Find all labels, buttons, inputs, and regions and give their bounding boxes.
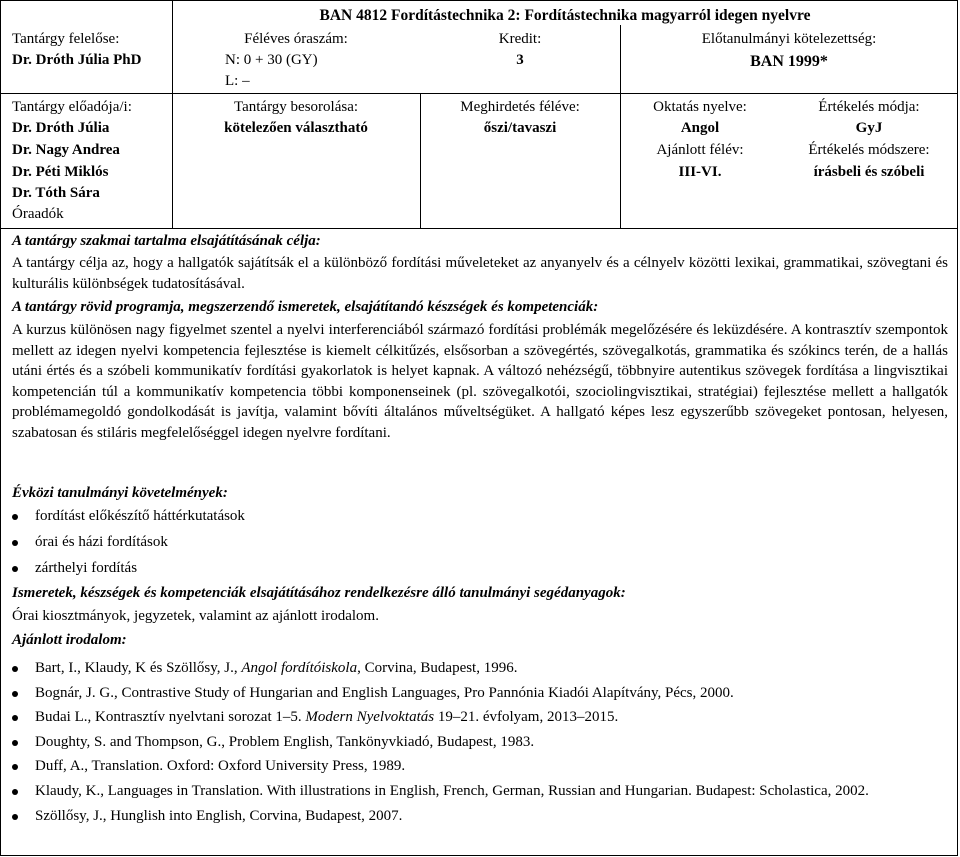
responsible-value: Dr. Dróth Júlia PhD — [12, 52, 142, 68]
bullet-icon — [12, 514, 18, 520]
hours-n: N: 0 + 30 (GY) — [225, 52, 318, 68]
goal-text: A tantárgy célja az, hogy a hallgatók sajátítsák el a különböző fordítási műveleteket az anyanyelv és a célnyelv közötti lexikai, grammatikai, szövegtani és kulturális különbségek tudatosításával. — [12, 255, 948, 292]
bullet-icon — [12, 789, 18, 795]
language-value: Angol — [680, 120, 720, 136]
prereq-label: Előtanulmányi kötelezettség: — [701, 31, 877, 47]
literature-text: Duff, A., Translation. Oxford: Oxford University Press, 1989. — [35, 758, 406, 775]
requirement-text: órai és házi fordítások — [35, 534, 168, 550]
credit-value: 3 — [516, 52, 524, 68]
literature-item — [0, 658, 948, 679]
semester-label: Meghirdetés féléve: — [460, 99, 580, 115]
bullet-icon — [12, 814, 18, 820]
bullet-icon — [12, 691, 18, 697]
literature-list — [0, 658, 948, 830]
literature-text: Budai L., Kontrasztív nyelvtani sorozat 1–5. — [35, 709, 306, 726]
list-item — [0, 529, 948, 555]
course-title: BAN 4812 Fordítástechnika 2: Fordítástechnika magyarról idegen nyelvre — [319, 7, 811, 24]
requirement-text: fordítást előkészítő háttérkutatások — [35, 508, 245, 524]
semester-value: őszi/tavaszi — [483, 120, 557, 136]
lecturer-name: Dr. Tóth Sára — [12, 185, 100, 201]
bullet-icon — [12, 566, 18, 572]
literature-item — [0, 806, 948, 827]
assessment-method-value: írásbeli és szóbeli — [813, 164, 925, 180]
literature-item — [0, 756, 948, 777]
classification-label: Tantárgy besorolása: — [233, 99, 359, 115]
literature-text: Klaudy, K., Languages in Translation. With illustrations in English, French, German, Russian and Hungarian. Budapest: Scholastica, 2002. — [35, 782, 869, 799]
literature-item — [0, 732, 948, 753]
lecturers-label: Tantárgy előadója/i: — [12, 99, 132, 115]
lecturer-name: Dr. Nagy Andrea — [12, 142, 120, 158]
materials-text: Órai kiosztmányok, jegyzetek, valamint az ajánlott irodalom. — [12, 608, 379, 624]
responsible-label: Tantárgy felelőse: — [12, 31, 120, 47]
literature-text: 19–21. évfolyam, 2013–2015. — [434, 709, 619, 726]
literature-item — [0, 781, 948, 802]
rec-semester-value: III-VI. — [678, 164, 722, 180]
literature-text: , Corvina, Budapest, 1996. — [357, 660, 518, 676]
row-divider — [0, 228, 958, 229]
literature-item — [0, 683, 948, 704]
literature-text: Doughty, S. and Thompson, G., Problem English, Tankönyvkiadó, Budapest, 1983. — [35, 733, 535, 750]
list-item — [0, 503, 948, 529]
materials-heading: Ismeretek, készségek és kompetenciák elsajátításához rendelkezésre álló tanulmányi segédanyagok: — [12, 585, 626, 601]
literature-text: Bart, I., Klaudy, K és Szöllősy, J., — [35, 660, 242, 676]
bullet-icon — [12, 764, 18, 770]
lecturer-name: Dr. Péti Miklós — [12, 164, 109, 180]
rec-semester-label: Ajánlott félév: — [656, 142, 744, 158]
classification-value: kötelezően választható — [224, 120, 368, 136]
literature-item — [0, 707, 948, 728]
hours-l: L: – — [225, 73, 250, 89]
bullet-icon — [12, 740, 18, 746]
program-text: A kurzus különösen nagy figyelmet szentel a nyelvi interferenciából származó fordítási problémák megelőzésére és leküzdésére. A kontrasztív szempontok mellett az idegen nyelvi kompetencia fejlesztése is kiemelt célkitűzés, elsősorban a szövegértés, szövegalkotás, grammatika és szókincs terén, de a hallás utáni értés és a szóbeli kommunikatív fordítási gyakorlatok is helyet kapnak. A változó nehézségű, többnyire autentikus szövegek fordítása a lingvisztikai kompetencián túl a kommunikatív kompetencia többi komponenseinek (pl. szövegalkotói, szociolingvisztikai, stratégiai) fejlesztése mellett a hallgatók problémamegoldó gondolkodását is javítja, valamint bővíti általános műveltségüket. A hallgató képes lesz egyszerűbb szövegeket pontosan, helyesen, szabatosan és stiláris megfelelőséggel idegen nyelvre fordítani. — [12, 322, 948, 441]
literature-text: Bognár, J. G., Contrastive Study of Hungarian and English Languages, Pro Pannónia Kiadói Alapítvány, Pécs, 2000. — [35, 684, 734, 701]
requirement-text: zárthelyi fordítás — [35, 560, 138, 576]
literature-text: Szöllősy, J., Hunglish into English, Corvina, Budapest, 2007. — [35, 807, 403, 824]
instructors-label: Óraadók — [12, 206, 64, 222]
bullet-icon — [12, 540, 18, 546]
literature-title: Angol fordítóiskola — [241, 660, 358, 676]
assessment-label: Értékelés módja: — [818, 99, 920, 115]
bullet-icon — [12, 666, 18, 672]
requirements-heading: Évközi tanulmányi követelmények: — [12, 485, 228, 501]
table-border-top — [0, 0, 958, 1]
credit-label: Kredit: — [498, 31, 542, 47]
goal-heading: A tantárgy szakmai tartalma elsajátításának célja: — [12, 233, 321, 249]
list-item — [0, 555, 948, 581]
program-heading: A tantárgy rövid programja, megszerzendő ismeretek, elsajátítandó készségek és kompetenciák: — [12, 299, 599, 315]
literature-title: Modern Nyelvoktatás — [305, 709, 435, 726]
prereq-value: BAN 1999* — [750, 53, 828, 70]
assessment-method-label: Értékelés módszere: — [808, 142, 930, 158]
row-divider — [0, 93, 958, 94]
hours-label: Féléves óraszám: — [244, 31, 348, 47]
literature-heading: Ajánlott irodalom: — [12, 632, 127, 648]
bullet-icon — [12, 715, 18, 721]
requirements-list — [0, 503, 948, 581]
lecturer-name: Dr. Dróth Júlia — [12, 120, 110, 136]
assessment-value: GyJ — [855, 120, 883, 136]
language-label: Oktatás nyelve: — [653, 99, 747, 115]
